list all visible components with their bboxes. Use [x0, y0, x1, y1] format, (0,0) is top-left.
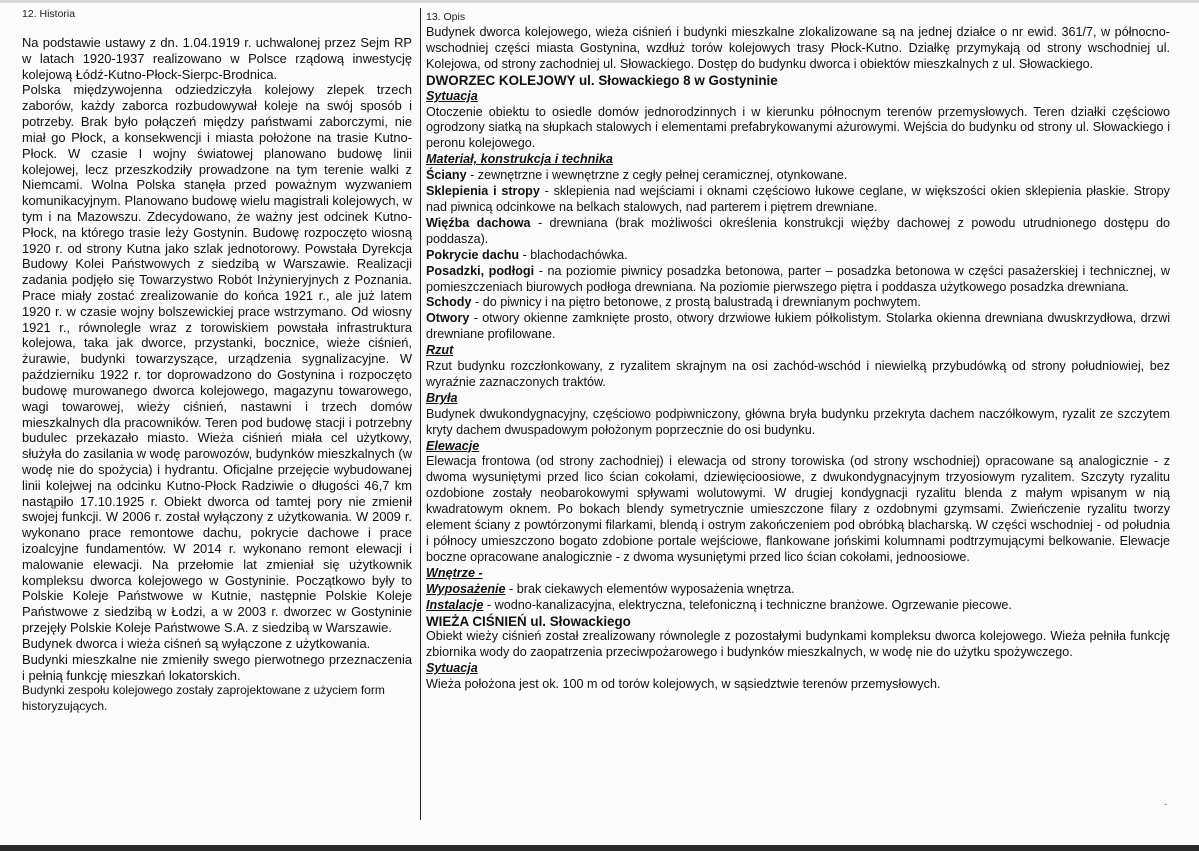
schody-row — [426, 295, 1170, 311]
sytuacja2-label: Sytuacja — [426, 661, 478, 676]
historia-paragraph: Polska międzywojenna odziedziczyła kolejowy zlepek trzech zaborów, każdy zaborca rozbudowywał koleje na swój sposób i potrzeby. Brak było połączeń między państwami zaborczymi, nie miał go Płock, a konsekwencji i miasta położone na trasie Kutno-Płock. W czasie I wojny światowej planowano budowę linii kolejowej, lecz przeszkodziły prowadzone na tym terenie walki z Niemcami. Wolna Polska stanęła przed poważnym wyzwaniem komunikacyjnym. Planowano budowę wielu magistrali kolejowych, w tym i na Mazowszu. Zdecydowano, że ważny jest odcinek Kutno-Płock, na którego trasie leży Gostynin. Budowę rozpoczęto wiosną 1920 r. od strony Kutna jako szlak jednotorowy. Powstała Dyrekcja Budowy Kolei Państwowych z siedzibą w Warszawie. Realizacji zadania podjęło się Towarzystwo Robót Inżynieryjnych z Poznania. Prace miały zostać zrealizowanie do końca 1921 r., ale już latem 1920 r. w czasie wojny bolszewickiej prace wstrzymano. Od wiosny 1921 r., równolegle wraz z torowiskiem powstała infrastruktura kolejowa, taka jak dworce, przystanki, bocznice, wieże ciśnień, żurawie, budynki towarzyszące, urządzenia sygnalizacyjne. W październiku 1922 r. tor doprowadzono do Gostynina i rozpoczęto budowę murowanego dworca kolejowego, magazynu towarowego, wagi towarowej, wieży ciśnień, nastawni i trzech domów mieszkalnych dla pracowników. Teren pod budowę stacji i potrzebny budulec przekazało miasto. Wieża ciśnień miała cel użytkowy, służyła do zasilania w wodę parowozów, budynków mieszkalnych (w wodę nie do spożycia) i hydrantu. Oficjalne przejęcie wybudowanej linii kolejwej na odcinku Kutno-Płock Radziwie o długości 46,7 km nastąpiło 17.10.1925 r. Obiekt dworca od tamtej pory nie zmienił swojej funkcji. W 2006 r. został wyłączony z użytkowania. W 2009 r. wykonano prace remontowe dachu, pokrycie dachowe i prace izoalcyjne fundamentów. W 2014 r. wykonano remont elewacji i malowanie elewacji. Na przełomie lat zmieniał się użytkownik kompleksu dworca kolejowego w Gostyninie. Początkowo były to Polskie Koleje Państwowe w Kutnie, następnie Polskie Koleje Państwowe z siedzibą w Łodzi, a w 2003 r. dworzec w Gostyninie przejęły Polskie Koleje Państwowe S.A. z siedzibą w Warszawie. — [22, 82, 412, 636]
margin-mark: - — [1164, 799, 1167, 809]
posadzki-text: - na poziomie piwnicy posadzka betonowa, parter – posadzka betonowa w części pasażerskiej i technicznej, w pomieszczeniach biurowych podłoga drewniana. Na poziomie pierwszego piętra i poddasza użytkowego posadzka drewniana. — [426, 263, 1170, 294]
sciany-label: Ściany — [426, 168, 467, 183]
elewacje-label: Elewacje — [426, 438, 480, 453]
sklepienia-row — [426, 184, 1170, 216]
bryla-label: Bryła — [426, 390, 458, 405]
column-divider — [420, 8, 421, 820]
material-label: Materiał, konstrukcja i technika — [426, 152, 613, 167]
wieza-text: Obiekt wieży ciśnień został zrealizowany równolegle z pozostałymi budynkami kompleksu dworca kolejowego. Wieża pełniła funkcję zbiornika wody do zaopatrzenia przeciwpożarowego i budynków mieszkalnych, w wodę nie do użytku spożywczego. — [426, 629, 1170, 660]
bryla-text: Budynek dwukondygnacyjny, częściowo podpiwniczony, główna bryła budynku przekryta dachem naczółkowym, ryzalit ze szczytem kryty dachem dwuspadowym położonym poprzecznie do osi budynku. — [426, 406, 1170, 437]
otwory-text: - otwory okienne zamknięte prosto, otwory drzwiowe łukiem półkolistym. Stolarka okienna drewniana dwuskrzydłowa, drzwi drewniane profilowane. — [426, 311, 1170, 342]
sytuacja-text: Otoczenie obiektu to osiedle domów jednorodzinnych i w kierunku północnym terenów przemysłowych. Teren działki częściowo ogrodzony siatką na słupkach stalowych i elementami prefabrykowanymi ażurowymi. Wejścia do budynku od strony ul. Słowackiego i peronu kolejowego. — [426, 104, 1170, 151]
sklepienia-label: Sklepienia i stropy — [426, 184, 540, 199]
page-top-edge — [0, 0, 1199, 3]
opis-intro: Budynek dworca kolejowego, wieża ciśnień i budynki mieszkalne zlokalizowane są na jednej działce o nr ewid. 361/7, w północno-wschodniej części miasta Gostynina, wzdłuż torów kolejowych trasy Płock-Kutno. Działkę przymykają od strony wschodniej ul. Kolejowa, od strony zachodniej ul. Słowackiego. Dostęp do budynku dworca i obiektów mieszkalnych z ul. Słowackiego. — [426, 25, 1170, 71]
pokrycie-label: Pokrycie dachu — [426, 247, 520, 262]
opis-column — [426, 25, 1170, 693]
wiezba-text: - drewniana (brak możliwości określenia konstrukcji więźby dachowej z powodu utrudnionego dostępu do poddasza). — [426, 215, 1170, 246]
rzut-text: Rzut budynku rozczłonkowany, z ryzalitem skrajnym na osi zachód-wschód i niewielką przybudówką od strony południowiej, bez wyraźnie zaznaczonych traktów. — [426, 359, 1170, 389]
wiezba-row — [426, 216, 1170, 248]
posadzki-row — [426, 264, 1170, 296]
sciany-text: - zewnętrzne i wewnętrzne z cegły pełnej ceramicznej, otynkowane. — [466, 168, 848, 183]
section-header-opis: 13. Opis — [426, 11, 466, 23]
elewacje-text: Elewacja frontowa (od strony zachodniej) i elewacja od strony torowiska (od strony wschodniej) opracowane są analogicznie - z dwoma wysuniętymi przed lico ścian cokołami, dziewięcioosiowe, z dwukondygnacyjnym trzyosiowym ryzalitem. Szczyty ryzalitu ozdobione zostały neobarokowymi spływami wolutowymi. W drugiej kondygnacji ryzalitu blenda z małym wpisanym w nią kwadratowym oknem. Po bokach blendy symetrycznie umieszczone filary z ozdobnymi gzymsami. Zwieńczenie ryzalitu tworzy element ściany z powtórzonymi filarkami, blendą i ostrym zakończeniem pod obróbką blacharską. W części wschodniej - od południa i północy umieszczono bogato zdobione portale wejściowe, flankowane jońskimi kolumnami podtrzymującymi belkowanie. Elewacje boczne opracowane analogicznie - z dwoma wysuniętymi przed lico ścian cokołami, jednoosiowe. — [426, 454, 1170, 564]
posadzki-label: Posadzki, podłogi — [426, 263, 535, 278]
wieza-heading: WIEŻA CIŚNIEŃ ul. Słowackiego — [426, 613, 631, 629]
sytuacja-label: Sytuacja — [426, 88, 478, 103]
wyposazenie-text: - brak ciekawych elementów wyposażenia wnętrza. — [505, 581, 795, 596]
historia-column — [22, 35, 412, 715]
sciany-row — [426, 168, 1170, 184]
historia-paragraph: Budynki zespołu kolejowego zostały zaprojektowane z użyciem form historyzujących. — [22, 683, 385, 714]
pokrycie-text: - blachodachówka. — [519, 247, 628, 262]
historia-paragraph: Na podstawie ustawy z dn. 1.04.1919 r. uchwalonej przez Sejm RP w latach 1920-1937 realizowano w Polsce rządową inwestycję kolejową Łódź-Kutno-Płock-Sierpc-Brodnica. — [22, 35, 412, 82]
sklepienia-text: - sklepienia nad wejściami i oknami częściowo łukowe ceglane, w większości okien sklepienia płaskie. Stropy nad piwnicą odcinkowe na belkach stalowych, nad parterem i piętrem drewniane. — [426, 184, 1170, 214]
pokrycie-row — [426, 248, 1170, 264]
wyposazenie-row — [426, 582, 1170, 598]
schody-label: Schody — [426, 295, 472, 310]
instalacje-label: Instalacje — [426, 597, 484, 612]
otwory-row — [426, 311, 1170, 343]
historia-paragraph: Budynki mieszkalne nie zmieniły swego pierwotnego przeznaczenia i pełnią funkcję mieszkań lokatorskich. — [22, 651, 412, 683]
dworzec-heading: DWORZEC KOLEJOWY ul. Słowackiego 8 w Gostyninie — [426, 72, 778, 88]
wiezba-label: Więźba dachowa — [426, 215, 531, 230]
schody-text: - do piwnicy i na piętro betonowe, z prostą balustradą i drewnianym pochwytem. — [471, 295, 921, 310]
rzut-label: Rzut — [426, 343, 454, 358]
historia-paragraph: Budynek dworca i wieża ciśneń są wyłączone z użytkowania. — [22, 635, 371, 651]
page-bottom-edge — [0, 845, 1199, 851]
instalacje-text: - wodno-kanalizacyjna, elektryczna, telefoniczną i techniczne branżowe. Ogrzewanie piecowe. — [483, 597, 1012, 612]
wnetrze-label: Wnętrze - — [426, 565, 483, 580]
sytuacja2-text: Wieża położona jest ok. 100 m od torów kolejowych, w sąsiedztwie terenów przemysłowych. — [426, 677, 941, 692]
instalacje-row — [426, 598, 1170, 614]
wyposazenie-label: Wyposażenie — [426, 581, 506, 596]
section-header-historia: 12. Historia — [22, 8, 76, 20]
otwory-label: Otwory — [426, 311, 470, 326]
